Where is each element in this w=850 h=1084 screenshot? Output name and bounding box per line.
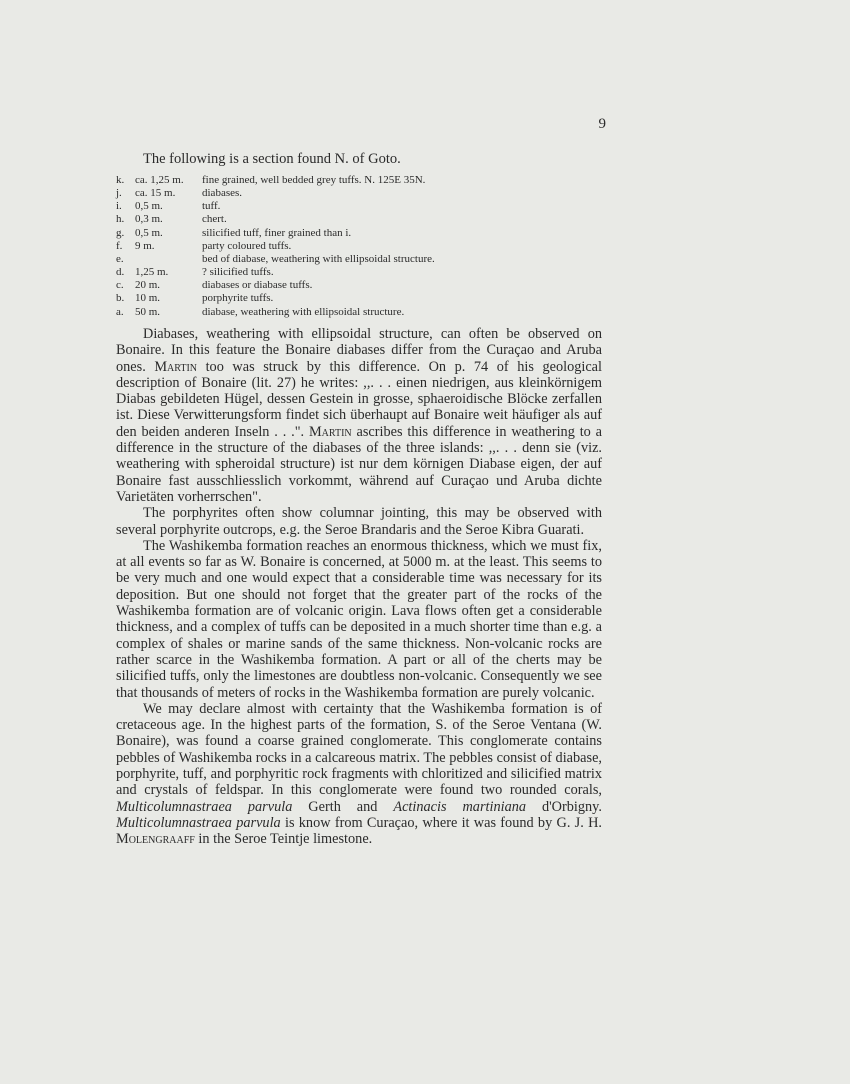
table-row: [116, 174, 435, 187]
layer-description: fine grained, well bedded grey tuffs. N. 125E 35N.: [202, 174, 426, 186]
species-name: Multicolumnastraea parvula: [116, 798, 293, 815]
layer-label: b.: [116, 292, 125, 305]
paragraph-porphyrites: The porphyrites often show columnar jointing, this may be observed with several porphyrite outcrops, e.g. the Seroe Brandaris and the Seroe Kibra Guarati.: [116, 505, 602, 538]
layer-label: i.: [116, 200, 122, 213]
layer-label: f.: [116, 239, 123, 252]
layer-description: bed of diabase, weathering with ellipsoidal structure.: [202, 252, 435, 265]
text-run: We may declare almost with certainty that the Washikemba formation is of cretaceous age. In the highest parts of the formation, S. of the Seroe Ventana (W. Bonaire), was found a coarse grained conglomerate. This conglomerate contains pebbles of Washikemba rocks in a calcareous matrix. The pebbles consist of diabase, porphyrite, tuff, and porphyritic rock fragments with chloritized and silicified matrix and crystals of feldspar. In this conglomerate were found two rounded corals,: [116, 700, 602, 799]
layer-thickness: 0,5 m.: [135, 200, 163, 213]
species-name: Multicolumnastraea parvula: [116, 814, 281, 831]
text-run: ascribes this difference in weathering to a difference in the structure of the diabases of the three islands: ,,. . . denn sie (viz. weathering with spheroidal structure) ist nur dem körnigen Diabase eigen, der auf Bonaire fast ausschliesslich vorkommt, während auf Curaçao und Aruba dichte Varietäten vorherrschen".: [116, 423, 603, 505]
table-row: [116, 240, 435, 253]
author-name: Martin: [308, 423, 352, 440]
layer-description: tuff.: [202, 200, 221, 213]
layer-label: a.: [116, 305, 124, 318]
text-run: in the Seroe Teintje limestone.: [194, 831, 373, 848]
layer-description: ? silicified tuffs.: [202, 266, 274, 279]
paragraph-diabase-weathering: [116, 326, 602, 505]
layer-thickness: 0,3 m.: [135, 213, 163, 226]
body-text: [116, 326, 602, 848]
layer-label: c.: [116, 279, 124, 292]
author-name: Molengraaff: [116, 831, 195, 848]
layer-description: diabase, weathering with ellipsoidal structure.: [202, 305, 405, 318]
table-row: [116, 200, 435, 213]
table-row: [116, 266, 435, 279]
paragraph-cretaceous-age: [116, 701, 602, 848]
layer-description: diabases.: [202, 187, 243, 200]
text-run: Diabases, weathering with ellipsoidal structure, can often be observed on Bonaire. In this feature the Bonaire diabases differ from the Curaçao and Aruba ones.: [116, 326, 602, 375]
paragraph-formation-thickness: The Washikemba formation reaches an enormous thickness, which we must fix, at all events so far as W. Bonaire is concerned, at 5000 m. at the least. This seems to be very much and one would expect that a considerable time was necessary for its deposition. But one should not forget that the greater part of the rocks of the Washikemba formation are of volcanic origin. Lava flows often get a considerable thickness, and a complex of tuffs can be deposited in a much shorter time than e.g. a complex of shales or marine sands of the same thickness. Non-volcanic rocks are rather scarce in the Washikemba formation. A part or all of the cherts may be silicified tuffs, only the limestones are doubtless non-volcanic. Consequently we see that thousands of meters of rocks in the Washikemba formation are purely volcanic.: [116, 537, 602, 701]
layer-thickness: ca. 15 m.: [135, 187, 176, 200]
layer-description: chert.: [202, 213, 227, 226]
table-row: [116, 227, 435, 240]
table-row: [116, 213, 435, 226]
layer-description: diabases or diabase tuffs.: [202, 279, 313, 292]
layer-label: k.: [116, 174, 125, 186]
text-run: d'Orbigny.: [526, 798, 602, 815]
layer-label: j.: [116, 187, 122, 200]
layer-description: porphyrite tuffs.: [202, 292, 274, 305]
table-row: [116, 279, 435, 292]
text-run: Gerth and: [292, 798, 394, 815]
text-run: too was struck by this difference. On p. 74 of his geological description of Bonaire (lit. 27) he writes: ,,. . . einen niedrigen, aus kleinkörnigem Diabas gebildeten Hügel, dessen Gestein in grosse, sphaeroidische Blöcke zerfallen ist. Diese Verwitterungsform findet sich überhaupt auf Bonaire weit häufiger als auf den beiden anderen Inseln . . .".: [116, 358, 602, 440]
layer-thickness: ca. 1,25 m.: [135, 174, 184, 186]
table-row: [116, 187, 435, 200]
layer-thickness: 9 m.: [135, 239, 155, 252]
text-run: is know from Curaçao, where it was found by G. J. H.: [280, 814, 602, 831]
layer-description: party coloured tuffs.: [202, 239, 292, 252]
layer-label: h.: [116, 213, 125, 226]
section-intro: The following is a section found N. of Goto.: [143, 151, 401, 167]
layer-thickness: 1,25 m.: [135, 266, 169, 279]
layer-label: e.: [116, 252, 124, 265]
table-row: [116, 292, 435, 305]
table-row: [116, 306, 435, 319]
layer-thickness: 0,5 m.: [135, 226, 163, 239]
layer-label: g.: [116, 226, 125, 239]
author-name: Martin: [154, 358, 198, 375]
layer-description: silicified tuff, finer grained than i.: [202, 226, 352, 239]
layer-thickness: 20 m.: [135, 279, 161, 292]
layer-thickness: 10 m.: [135, 292, 161, 305]
page-number: 9: [598, 116, 606, 132]
layer-thickness: [135, 253, 202, 266]
stratigraphic-section-table: [116, 174, 435, 319]
species-name: Actinacis martiniana: [393, 798, 527, 815]
layer-thickness: 50 m.: [135, 305, 161, 318]
table-row: [116, 253, 435, 266]
layer-label: d.: [116, 266, 125, 279]
